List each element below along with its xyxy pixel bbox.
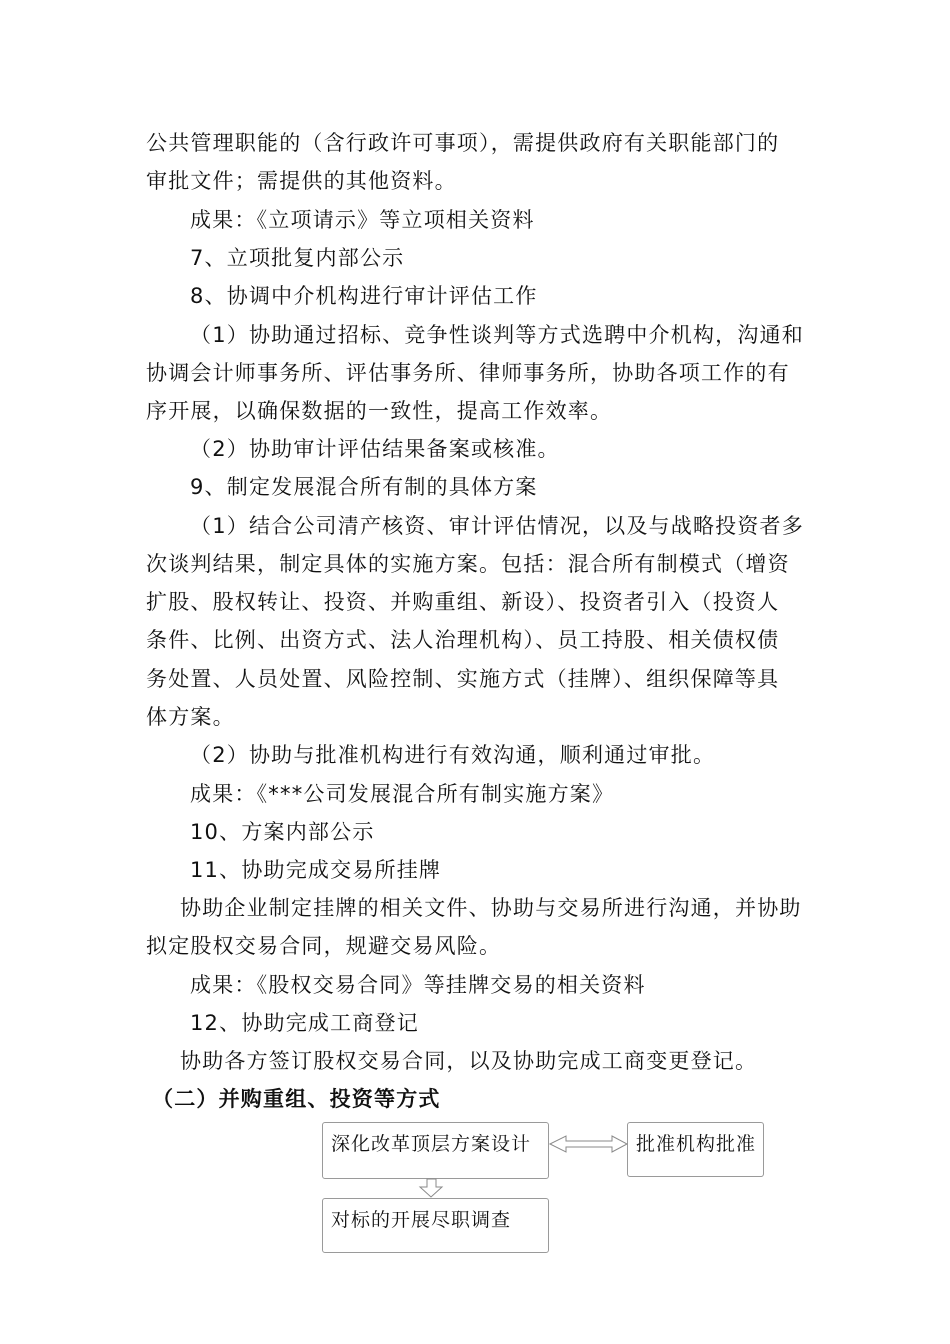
paragraph-line: 务处置、人员处置、风险控制、实施方式（挂牌）、组织保障等具 <box>146 667 780 691</box>
section-heading: （二）并购重组、投资等方式 <box>152 1087 441 1111</box>
flow-box-label: 对标的开展尽职调查 <box>331 1209 512 1231</box>
paragraph-line: 条件、比例、出资方式、法人治理机构）、员工持股、相关债权债 <box>146 628 780 652</box>
paragraph-line: 审批文件；需提供的其他资料。 <box>146 169 457 193</box>
paragraph-line: 10、方案内部公示 <box>190 820 375 844</box>
paragraph-line: 成果：《***公司发展混合所有制实施方案》 <box>190 782 615 806</box>
paragraph-line: 成果：《立项请示》等立项相关资料 <box>190 208 535 232</box>
double-arrow-icon <box>550 1136 627 1152</box>
paragraph-line: 扩股、股权转让、投资、并购重组、新设）、投资者引入（投资人 <box>146 590 780 614</box>
paragraph-line: 序开展，以确保数据的一致性，提高工作效率。 <box>146 399 613 423</box>
paragraph-line: 成果：《股权交易合同》等挂牌交易的相关资料 <box>190 973 646 997</box>
paragraph-line: 9、制定发展混合所有制的具体方案 <box>190 475 538 499</box>
flow-box-label: 批准机构批准 <box>636 1133 757 1155</box>
down-arrow-icon <box>420 1179 442 1197</box>
paragraph-line: （1）协助通过招标、竞争性谈判等方式选聘中介机构，沟通和 <box>190 323 804 347</box>
paragraph-line: 协调会计师事务所、评估事务所、律师事务所，协助各项工作的有 <box>146 361 790 385</box>
paragraph-line: 11、协助完成交易所挂牌 <box>190 858 442 882</box>
paragraph-line: 7、立项批复内部公示 <box>190 246 405 270</box>
paragraph-line: 次谈判结果，制定具体的实施方案。包括：混合所有制模式（增资 <box>146 552 790 576</box>
paragraph-line: 协助各方签订股权交易合同，以及协助完成工商变更登记。 <box>180 1049 758 1073</box>
paragraph-line: 协助企业制定挂牌的相关文件、协助与交易所进行沟通，并协助 <box>180 896 802 920</box>
flow-box-label: 深化改革顶层方案设计 <box>331 1133 532 1155</box>
paragraph-line: 12、协助完成工商登记 <box>190 1011 419 1035</box>
paragraph-line: 8、协调中介机构进行审计评估工作 <box>190 284 538 308</box>
paragraph-line: （2）协助与批准机构进行有效沟通，顺利通过审批。 <box>190 743 716 767</box>
paragraph-line: 拟定股权交易合同，规避交易风险。 <box>146 934 502 958</box>
paragraph-line: 公共管理职能的（含行政许可事项），需提供政府有关职能部门的 <box>146 131 780 155</box>
paragraph-line: （1）结合公司清产核资、审计评估情况，以及与战略投资者多 <box>190 514 804 538</box>
paragraph-line: （2）协助审计评估结果备案或核准。 <box>190 437 560 461</box>
paragraph-line: 体方案。 <box>146 705 235 729</box>
